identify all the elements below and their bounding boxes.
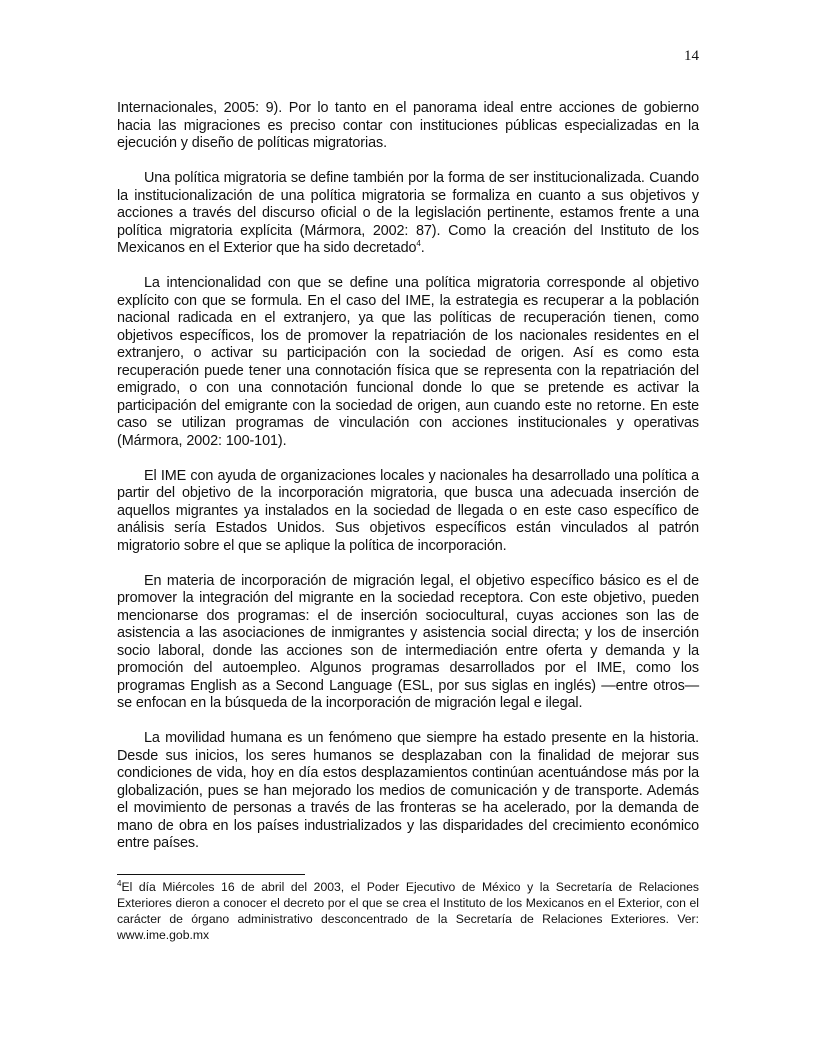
paragraph: En materia de incorporación de migración legal, el objetivo específico básico es el de promover la integración del migrante en la sociedad receptora. Con este objetivo, pueden mencionarse dos programas: el de inserción sociocultural, cuyas acciones son las de asistencia a las asociaciones de inmigrantes y asistencia social directa; y los de inserción socio laboral, donde las acciones son de intermediación entre oferta y demanda y la promoción del autoempleo. Algunos programas desarrollados por el IME, como los programas English as a Second Language (ESL, por sus siglas en inglés) —entre otros— se enfocan en la búsqueda de la incorporación de migración legal e ilegal.	[117, 572, 699, 711]
page-number: 14	[684, 48, 699, 64]
footnote-text: El día Miércoles 16 de abril del 2003, el Poder Ejecutivo de México y la Secretaría de Relaciones Exteriores dieron a conocer el decreto por el que se crea el Instituto de los Mexicanos en el Exterior, con el carácter de órgano administrativo desconcentrado de la Secretaría de Relaciones Exteriores. Ver: www.ime.gob.mx	[117, 880, 699, 942]
paragraph: La intencionalidad con que se define una política migratoria corresponde al objetivo explícito con que se formula. En el caso del IME, la estrategia es recuperar a la población nacional radicada en el extranjero, ya que las políticas de recuperación tienen, como objetivos específicos, los de promover la repatriación de los nacionales residentes en el extranjero, o activar su participación con la sociedad de origen. Así es como esta recuperación puede tener una connotación física que se representa con la repatriación del emigrado, o con una connotación funcional donde lo que se pretende es activar la participación del emigrante con la sociedad de origen, aun cuando este no retorne. En este caso se utilizan programas de vinculación con acciones institucionales y operativas (Mármora, 2002: 100-101).	[117, 275, 699, 449]
paragraph-text-end: .	[420, 240, 425, 256]
paragraph: El IME con ayuda de organizaciones locales y nacionales ha desarrollado una política a partir del objetivo de la incorporación migratoria, que busca una adecuada inserción de aquellos migrantes ya instalados en la sociedad de llegada o en este caso específico de análisis sería Estados Unidos. Sus objetivos específicos están vinculados al patrón migratorio sobre el que se aplique la política de incorporación.	[117, 467, 699, 554]
paragraph	[117, 170, 699, 258]
paragraph: La movilidad humana es un fenómeno que siempre ha estado presente en la historia. Desde sus inicios, los seres humanos se desplazaban con la finalidad de mejorar sus condiciones de vida, hoy en día estos desplazamientos continúan acentuándose más por la globalización, pues se han mejorado los medios de comunicación y de transporte. Además el movimiento de personas a través de las fronteras se ha acelerado, por la demanda de mano de obra en los países industrializados y las disparidades del crecimiento económico entre países.	[117, 730, 699, 851]
footnote-divider	[117, 874, 305, 875]
paragraph-text: Una política migratoria se define también por la forma de ser institucionalizada. Cuando la institucionalización de una política migratoria se formaliza en cuanto a sus objetivos y acciones a través del discurso oficial o de la legislación pertinente, estamos frente a una política migratoria explícita (Mármora, 2002: 87). Como la creación del Instituto de los Mexicanos en el Exterior que ha sido decretado	[117, 170, 699, 256]
paragraph: Internacionales, 2005: 9). Por lo tanto en el panorama ideal entre acciones de gobierno hacia las migraciones es preciso contar con instituciones públicas especializadas en la ejecución y diseño de políticas migratorias.	[117, 100, 699, 151]
footnote-reference: 4	[416, 239, 421, 248]
footnote	[117, 879, 699, 943]
footnote-marker: 4	[117, 879, 122, 888]
body-text	[117, 100, 699, 870]
